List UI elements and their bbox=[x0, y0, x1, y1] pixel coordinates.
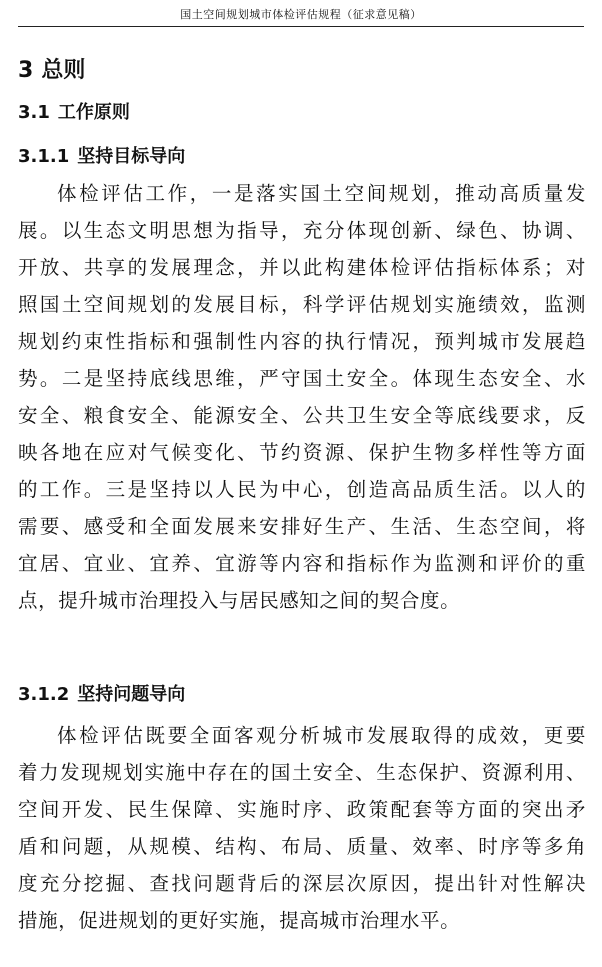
chapter-heading bbox=[18, 56, 85, 86]
paragraph-line: 照国土空间规划的发展目标，科学评估规划实施绩效，监测 bbox=[18, 293, 586, 316]
paragraph-line: 着力发现规划实施中存在的国土安全、生态保护、资源利用、 bbox=[18, 761, 586, 784]
subsection-heading-1 bbox=[18, 144, 185, 170]
section-number: 3.1 bbox=[18, 102, 50, 123]
paragraph-line: 规划约束性指标和强制性内容的执行情况，预判城市发展趋 bbox=[18, 330, 586, 353]
paragraph-line: 开放、共享的发展理念，并以此构建体检评估指标体系；对 bbox=[18, 256, 586, 279]
paragraph-line: 盾和问题，从规模、结构、布局、质量、效率、时序等多角 bbox=[18, 835, 586, 858]
subsection-number-2: 3.1.2 bbox=[18, 684, 70, 705]
paragraph-line: 体检评估既要全面客观分析城市发展取得的成效，更要 bbox=[57, 724, 586, 747]
paragraph-line: 空间开发、民生保障、实施时序、政策配套等方面的突出矛 bbox=[18, 798, 586, 821]
subsection-title-1: 坚持目标导向 bbox=[77, 146, 186, 167]
subsection-number-1: 3.1.1 bbox=[18, 146, 70, 167]
paragraph-line: 需要、感受和全面发展来安排好生产、生活、生态空间，将 bbox=[18, 515, 586, 538]
section-heading bbox=[18, 100, 130, 126]
running-header bbox=[18, 6, 584, 27]
paragraph-goal-oriented bbox=[18, 175, 586, 619]
subsection-title-2: 坚持问题导向 bbox=[77, 684, 186, 705]
paragraph-line: 势。二是坚持底线思维，严守国土安全。体现生态安全、水 bbox=[18, 367, 586, 390]
section-title: 工作原则 bbox=[57, 102, 130, 123]
paragraph-line: 的工作。三是坚持以人民为中心，创造高品质生活。以人的 bbox=[18, 478, 586, 501]
paragraph-line: 措施，促进规划的更好实施，提高城市治理水平。 bbox=[18, 909, 461, 932]
running-header-text: 国土空间规划城市体检评估规程（征求意见稿） bbox=[180, 8, 422, 21]
paragraph-problem-oriented bbox=[18, 717, 586, 939]
chapter-title: 总则 bbox=[41, 58, 86, 83]
paragraph-line: 映各地在应对气候变化、节约资源、保护生物多样性等方面 bbox=[18, 441, 586, 464]
paragraph-line: 体检评估工作，一是落实国土空间规划，推动高质量发 bbox=[57, 182, 586, 205]
paragraph-line: 展。以生态文明思想为指导，充分体现创新、绿色、协调、 bbox=[18, 219, 586, 242]
paragraph-line: 安全、粮食安全、能源安全、公共卫生安全等底线要求，反 bbox=[18, 404, 586, 427]
subsection-heading-2 bbox=[18, 682, 185, 708]
paragraph-line: 宜居、宜业、宜养、宜游等内容和指标作为监测和评价的重 bbox=[18, 552, 586, 575]
paragraph-line: 点，提升城市治理投入与居民感知之间的契合度。 bbox=[18, 589, 461, 612]
paragraph-line: 度充分挖掘、查找问题背后的深层次原因，提出针对性解决 bbox=[18, 872, 586, 895]
chapter-number: 3 bbox=[18, 58, 34, 83]
